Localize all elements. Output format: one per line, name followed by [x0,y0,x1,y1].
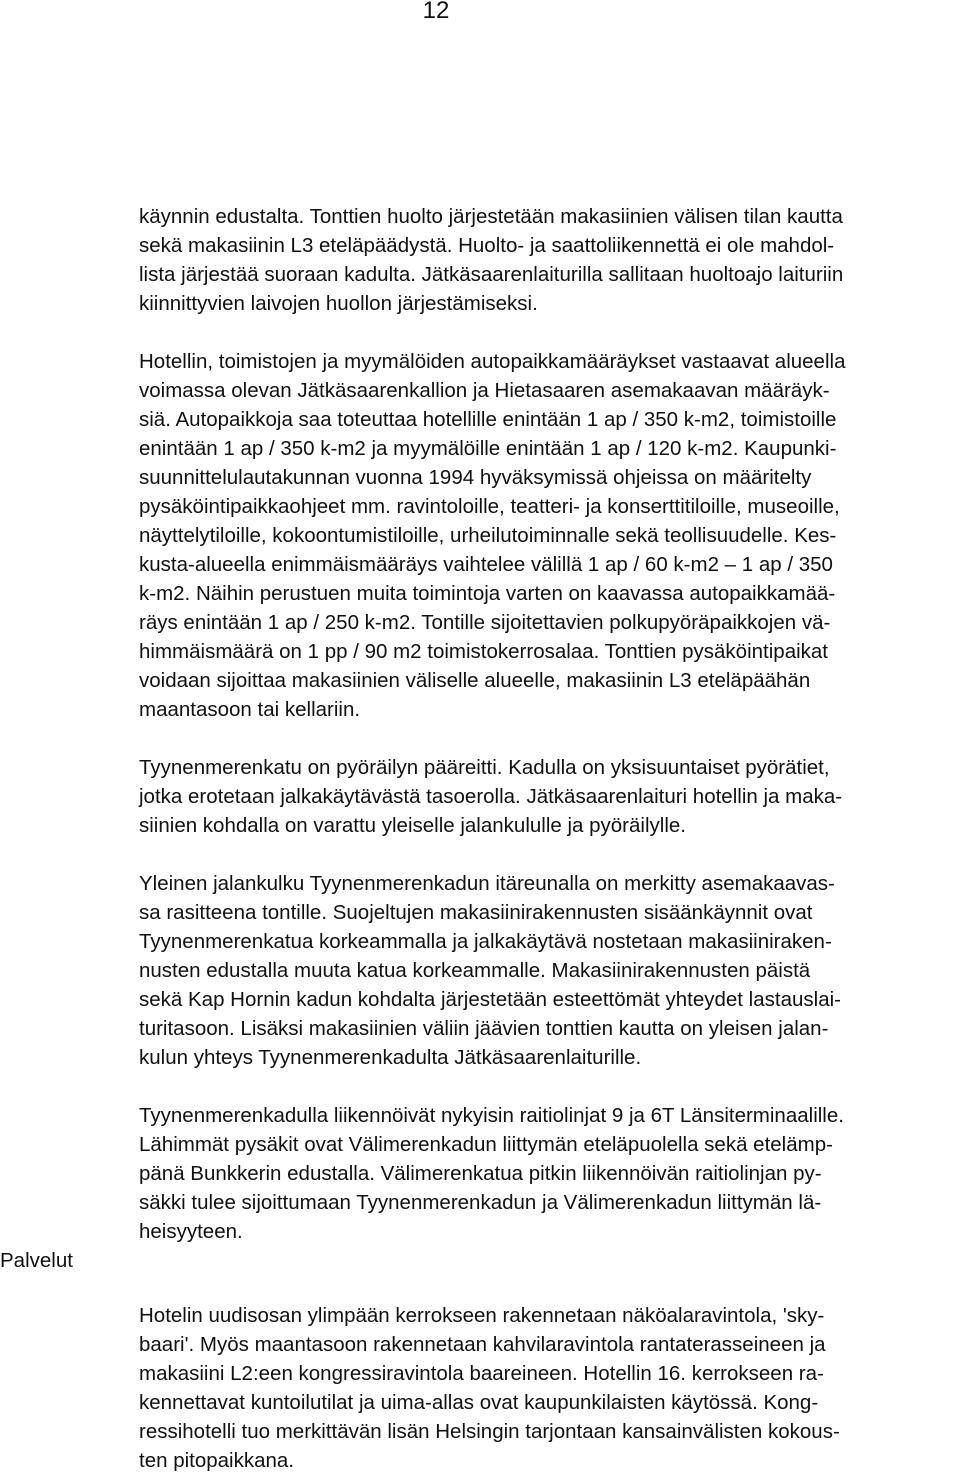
text-line: pysäköintipaikkaohjeet mm. ravintoloille, teatteri- ja konserttitiloille, museoille, [139,495,840,518]
text-line: kennettavat kuntoilutilat ja uima-allas ovat kaupunkilaisten käytössä. Kong- [139,1391,819,1414]
text-line: enintään 1 ap / 350 k-m2 ja myymälöille enintään 1 ap / 120 k-m2. Kaupunki- [139,437,837,460]
text-line: turitasoon. Lisäksi makasiinien väliin jäävien tonttien kautta on yleisen jalan- [139,1017,829,1040]
text-line: kiinnittyvien laivojen huollon järjestämiseksi. [139,292,538,315]
text-line: himmäismäärä on 1 pp / 90 m2 toimistokerrosalaa. Tonttien pysäköintipaikat [139,640,828,663]
text-line: nusten edustalla muuta katua korkeammalle. Makasiinirakennusten päistä [139,959,811,982]
text-line: kulun yhteys Tyynenmerenkadulta Jätkäsaarenlaiturille. [139,1046,642,1069]
text-line: Tyynenmerenkadulla liikennöivät nykyisin raitiolinjat 9 ja 6T Länsiterminaalille. [139,1104,844,1127]
text-line: sekä Kap Hornin kadun kohdalta järjestetään esteettömät yhteydet lastauslai- [139,988,841,1011]
paragraph-gap [139,724,939,753]
text-line: Yleinen jalankulku Tyynenmerenkadun itäreunalla on merkitty asemakaavas- [139,872,835,895]
section-text-palvelut [139,1301,939,1475]
text-line: räys enintään 1 ap / 250 k-m2. Tontille sijoitettavien polkupyöräpaikkojen vä- [139,611,831,634]
text-line: näyttelytiloille, kokoontumistiloille, urheilutoiminnalle sekä teollisuudelle. Kes- [139,524,837,547]
section-heading-palvelut: Palvelut [0,1249,73,1272]
text-line: kusta-alueella enimmäismääräys vaihtelee välillä 1 ap / 60 k-m2 – 1 ap / 350 [139,553,833,576]
text-line: Lähimmät pysäkit ovat Välimerenkadun liittymän eteläpuolella sekä etelämp- [139,1133,833,1156]
text-line: voimassa olevan Jätkäsaarenkallion ja Hietasaaren asemakaavan määräyk- [139,379,830,402]
text-line: sa rasitteena tontille. Suojeltujen makasiinirakennusten sisäänkäynnit ovat [139,901,813,924]
page-number: 12 [422,0,450,24]
text-line: heisyyteen. [139,1220,243,1243]
text-line: makasiini L2:een kongressiravintola baareineen. Hotellin 16. kerrokseen ra- [139,1362,824,1385]
text-line: baari'. Myös maantasoon rakennetaan kahvilaravintola rantaterasseineen ja [139,1333,826,1356]
text-line: Tyynenmerenkatua korkeammalla ja jalkakäytävä nostetaan makasiiniraken- [139,930,832,953]
text-line: k-m2. Näihin perustuen muita toimintoja varten on kaavassa autopaikkamää- [139,582,836,605]
text-line: Hotelin uudisosan ylimpään kerrokseen rakennetaan näköalaravintola, 'sky- [139,1304,825,1327]
body-text [139,202,939,1246]
text-line: lista järjestää suoraan kadulta. Jätkäsaarenlaiturilla sallitaan huoltoajo laituriin [139,263,844,286]
paragraph-gap [139,840,939,869]
text-line: siä. Autopaikkoja saa toteuttaa hotellille enintään 1 ap / 350 k-m2, toimistoille [139,408,837,431]
paragraph-gap [139,318,939,347]
text-line: Tyynenmerenkatu on pyöräilyn pääreitti. Kadulla on yksisuuntaiset pyörätiet, [139,756,830,779]
text-line: ten pitopaikkana. [139,1449,295,1472]
text-line: käynnin edustalta. Tonttien huolto järjestetään makasiinien välisen tilan kautta [139,205,843,228]
text-line: maantasoon tai kellariin. [139,698,361,721]
text-line: pänä Bunkkerin edustalla. Välimerenkatua pitkin liikennöivän raitiolinjan py- [139,1162,822,1185]
text-line: ressihotelli tuo merkittävän lisän Helsingin tarjontaan kansainvälisten kokous- [139,1420,840,1443]
text-line: suunnittelulautakunnan vuonna 1994 hyväksymissä ohjeissa on määritelty [139,466,812,489]
text-line: jotka erotetaan jalkakäytävästä tasoerolla. Jätkäsaarenlaituri hotellin ja maka- [139,785,843,808]
paragraph-gap [139,1072,939,1101]
text-line: säkki tulee sijoittumaan Tyynenmerenkadun ja Välimerenkadun liittymän lä- [139,1191,822,1214]
text-line: siinien kohdalla on varattu yleiselle jalankululle ja pyöräilylle. [139,814,686,837]
text-line: Hotellin, toimistojen ja myymälöiden autopaikkamääräykset vastaavat alueella [139,350,846,373]
text-line: voidaan sijoittaa makasiinien väliselle alueelle, makasiinin L3 eteläpäähän [139,669,811,692]
text-line: sekä makasiinin L3 eteläpäädystä. Huolto- ja saattoliikennettä ei ole mahdol- [139,234,835,257]
